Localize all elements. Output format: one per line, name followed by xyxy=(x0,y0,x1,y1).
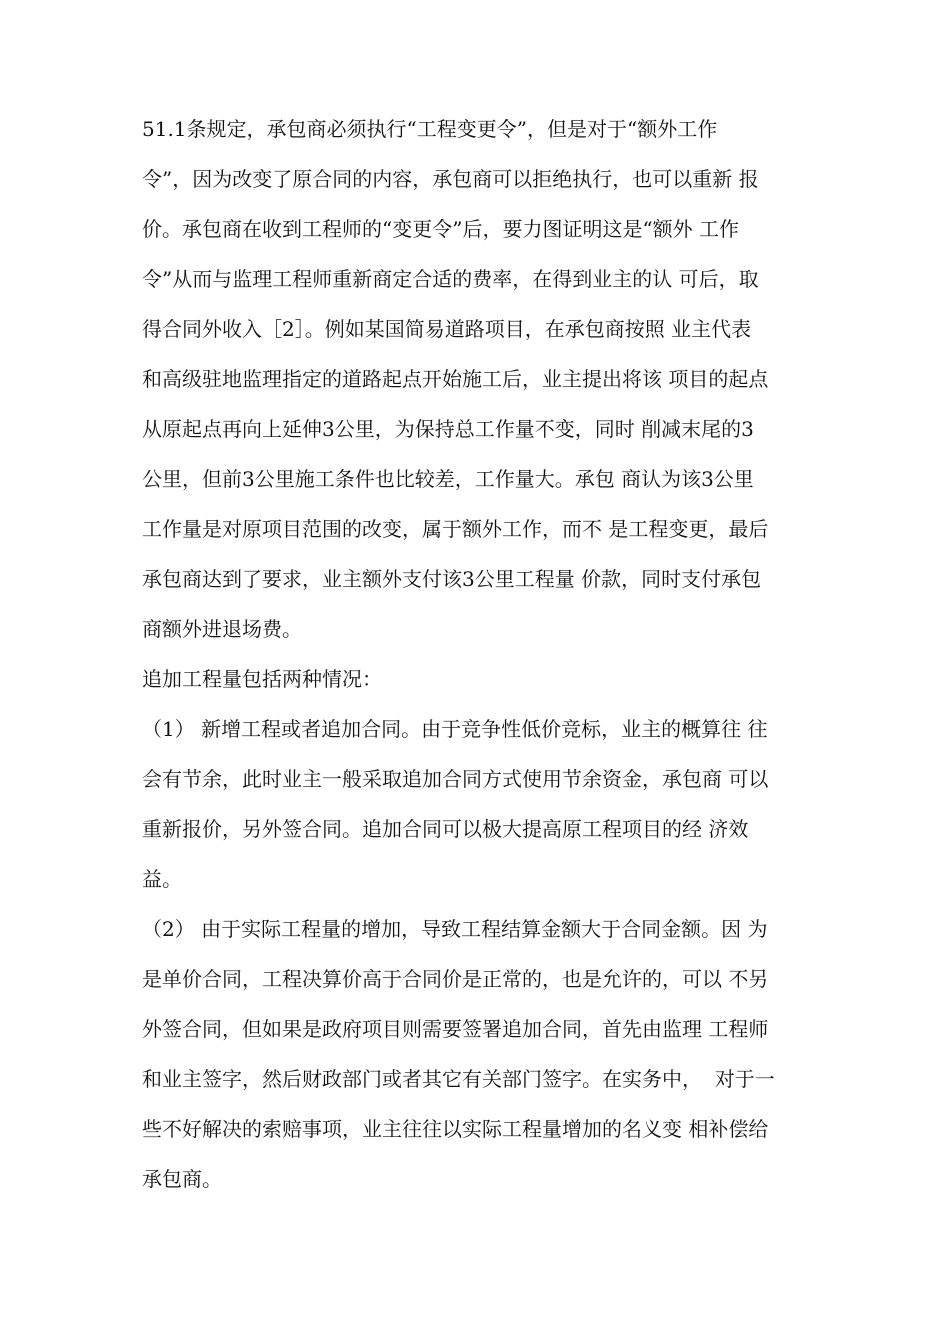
text-line: （1） 新增工程或者追加合同。由于竞争性低价竞标，业主的概算往 往 xyxy=(142,717,768,741)
text-line: 和业主签字，然后财政部门或者其它有关部门签字。在实务中， 对于一 xyxy=(142,1067,775,1091)
text-line: 重新报价，另外签合同。追加合同可以极大提高原工程项目的经 济效 xyxy=(142,817,749,841)
text-line: 令”，因为改变了原合同的内容，承包商可以拒绝执行，也可以重新 报 xyxy=(142,167,759,191)
text-line: 会有节余，此时业主一般采取追加合同方式使用节余资金，承包商 可以 xyxy=(142,767,769,791)
text-line: 得合同外收入［2］。例如某国简易道路项目，在承包商按照 业主代表 xyxy=(142,317,752,341)
text-line: 些不好解决的索赔事项，业主往往以实际工程量增加的名义变 相补偿给 xyxy=(142,1117,769,1141)
text-line: 从原起点再向上延伸3公里，为保持总工作量不变，同时 削减末尾的3 xyxy=(142,417,754,441)
text-line: 价。承包商在收到工程师的“变更令”后，要力图证明这是“额外 工作 xyxy=(142,217,740,241)
text-line: 追加工程量包括两种情况： xyxy=(142,667,382,691)
text-line: 承包商达到了要求，业主额外支付该3公里工程量 价款，同时支付承包 xyxy=(142,567,762,591)
text-line: 商额外进退场费。 xyxy=(142,617,302,641)
text-line: 益。 xyxy=(142,867,182,891)
document-body xyxy=(142,104,832,1204)
text-line: 和高级驻地监理指定的道路起点开始施工后，业主提出将该 项目的起点 xyxy=(142,367,769,391)
text-line: 公里，但前3公里施工条件也比较差，工作量大。承包 商认为该3公里 xyxy=(142,467,754,491)
text-line: （2） 由于实际工程量的增加，导致工程结算金额大于合同金额。因 为 xyxy=(142,917,768,941)
text-line: 51.1条规定，承包商必须执行“工程变更令”，但是对于“额外工作 xyxy=(142,117,718,141)
text-line: 令”从而与监理工程师重新商定合适的费率，在得到业主的认 可后，取 xyxy=(142,267,759,291)
text-line: 工作量是对原项目范围的改变，属于额外工作，而不 是工程变更，最后 xyxy=(142,517,769,541)
text-line: 是单价合同，工程决算价高于合同价是正常的，也是允许的，可以 不另 xyxy=(142,967,769,991)
text-line: 承包商。 xyxy=(142,1167,222,1191)
text-line: 外签合同，但如果是政府项目则需要签署追加合同，首先由监理 工程师 xyxy=(142,1017,769,1041)
